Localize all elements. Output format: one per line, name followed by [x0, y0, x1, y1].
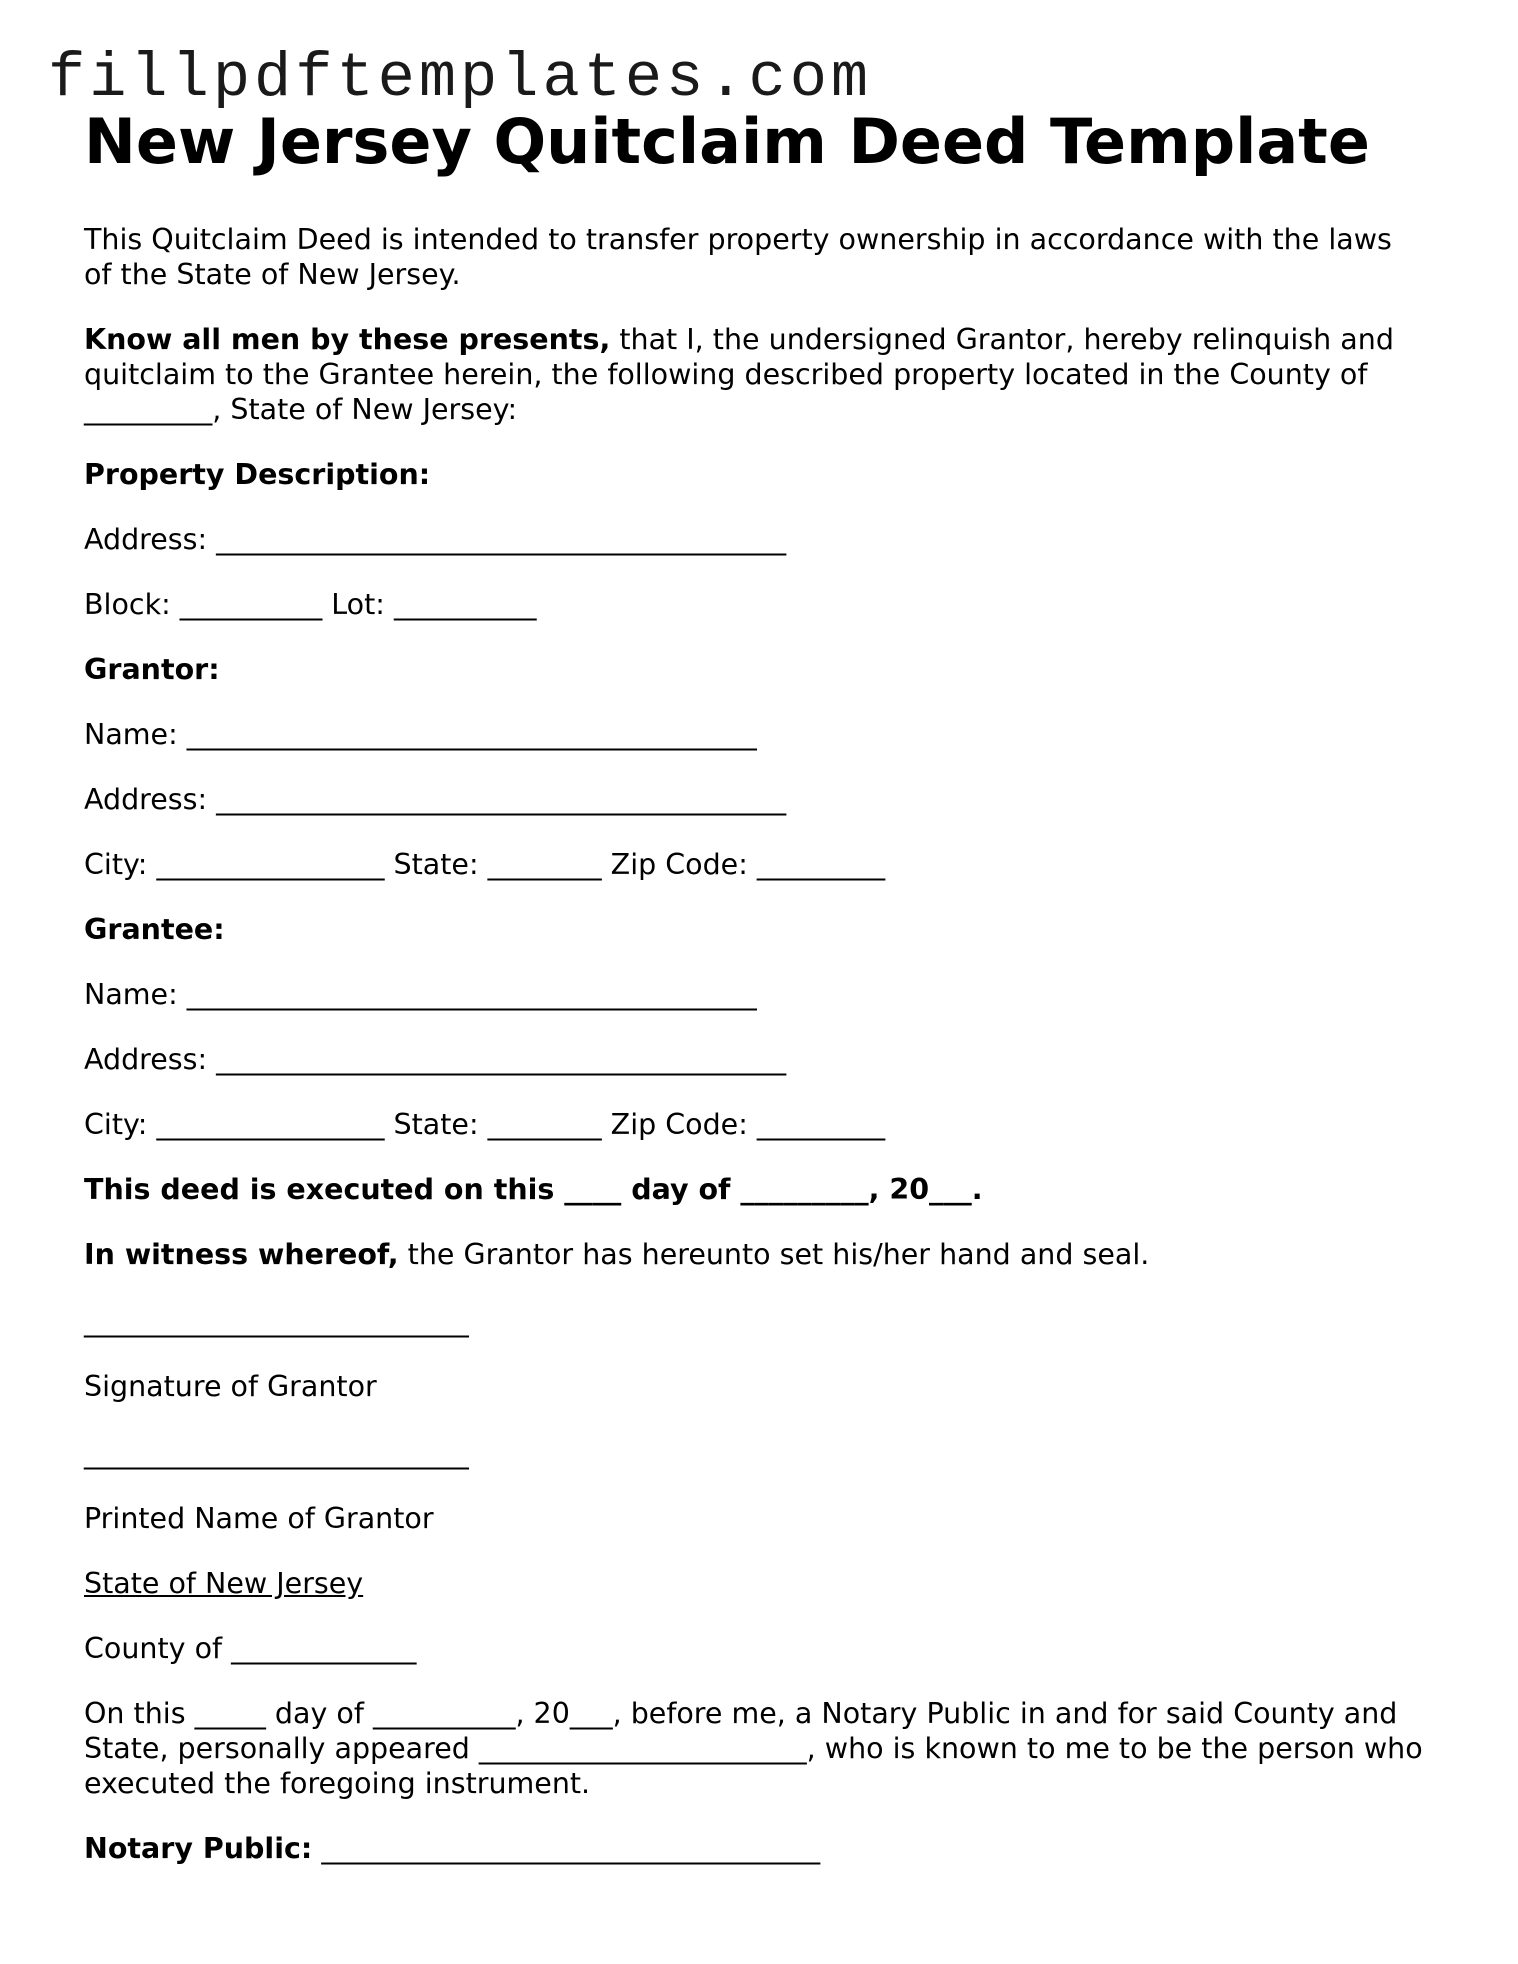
property-address-field[interactable]: Address: ________________________________________ — [84, 523, 787, 556]
grantor-city-state-zip-field[interactable]: City: ________________ State: ________ Zip Code: _________ — [84, 848, 886, 881]
watermark: fillpdftemplates.com — [48, 43, 873, 114]
property-block-lot-field[interactable]: Block: __________ Lot: __________ — [84, 588, 537, 621]
notary-statement[interactable]: On this _____ day of __________, 20___, before me, a Notary Public in and for said County and State, personally appeared _______________________, who is known to me to be the person who executed the foregoing instrument. — [84, 1697, 1423, 1800]
document-body — [84, 102, 1424, 1896]
grantor-signature-label: Signature of Grantor — [84, 1370, 377, 1403]
grantee-city-state-zip-field[interactable]: City: ________________ State: ________ Zip Code: _________ — [84, 1108, 886, 1141]
witness-paragraph — [84, 1237, 1424, 1272]
notary-public-field[interactable] — [84, 1831, 1424, 1866]
grantor-signature-line[interactable]: ___________________________ — [84, 1305, 469, 1338]
witness-text: the Grantor has hereunto set his/her hand and seal. — [398, 1238, 1150, 1271]
notary-county-field[interactable]: County of _____________ — [84, 1632, 417, 1665]
signature-block — [84, 1304, 1424, 1536]
know-all-lead: Know all men by these presents, — [84, 323, 611, 356]
intro-paragraph: This Quitclaim Deed is intended to transfer property ownership in accordance with the laws of the State of New Jersey. — [84, 223, 1392, 291]
grantor-name-field[interactable]: Name: ________________________________________ — [84, 718, 757, 751]
property-heading: Property Description: — [84, 458, 431, 491]
grantee-address-field[interactable]: Address: ________________________________________ — [84, 1043, 787, 1076]
execution-date-field[interactable]: This deed is executed on this ____ day of _________, 20___. — [84, 1173, 983, 1206]
grantee-heading: Grantee: — [84, 913, 225, 946]
notary-public-line[interactable]: ___________________________________ — [312, 1832, 821, 1865]
witness-lead: In witness whereof, — [84, 1238, 399, 1271]
notary-state: State of New Jersey — [84, 1567, 364, 1600]
grantee-name-field[interactable]: Name: ________________________________________ — [84, 978, 757, 1011]
page-title: New Jersey Quitclaim Deed Template — [84, 105, 1370, 178]
grantor-printed-name-label: Printed Name of Grantor — [84, 1502, 434, 1535]
grantor-heading: Grantor: — [84, 653, 220, 686]
know-all-paragraph — [84, 322, 1424, 427]
notary-public-label: Notary Public: — [84, 1832, 313, 1865]
know-all-text: that I, the undersigned Grantor, hereby relinquish and quitclaim to the Grantee herein, the following described property located in the County of _________, State of New Jersey: — [84, 323, 1394, 426]
grantor-printed-name-line[interactable]: ___________________________ — [84, 1437, 469, 1470]
grantor-address-field[interactable]: Address: ________________________________________ — [84, 783, 787, 816]
